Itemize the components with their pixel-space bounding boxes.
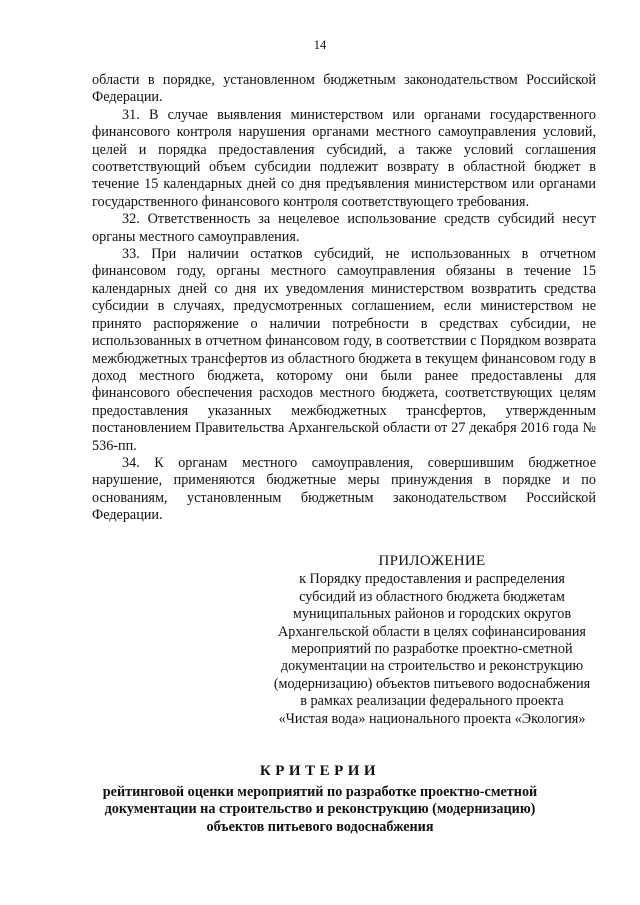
body-text (92, 72, 596, 525)
appendix-block (256, 553, 608, 728)
appendix-line: Архангельской области в целях софинансирования (278, 623, 586, 640)
appendix-line: субсидий из областного бюджета бюджетам (299, 588, 565, 605)
appendix-line: «Чистая вода» национального проекта «Экология» (278, 710, 586, 727)
page-number: 14 (313, 38, 327, 52)
appendix-line: в рамках реализации федерального проекта (300, 693, 564, 710)
paragraph-continuation: области в порядке, установленном бюджетным законодательством Российской Федерации. (92, 72, 596, 106)
paragraph-33: 33. При наличии остатков субсидий, не использованных в отчетном финансовом году, органы местного самоуправления обязаны в течение 15 календарных дней со дня их уведомления министерством возвратить средства субсидии в случаях, предусмотренных соглашением, если министерством не принято распоряжение о наличии потребности в средствах субсидии, не использованных в отчетном финансовом году, в соответствии с Порядком возврата межбюджетных трансфертов из областного бюджета в текущем финансовом году в доход местного бюджета, которому они были ранее предоставлены для финансового обеспечения расходов местного бюджета, соответствующих целям предоставления указанных межбюджетных трансфертов, утвержденным постановлением Правительства Архангельской области от 27 декабря 2016 года № 536-пп. (92, 246, 596, 454)
criteria-subtitle-line: рейтинговой оценки мероприятий по разработке проектно-сметной (102, 784, 538, 800)
criteria-subtitle-line: объектов питьевого водоснабжения (206, 818, 434, 835)
criteria-heading (80, 763, 560, 836)
paragraph-31: 31. В случае выявления министерством или органами государственного финансового контроля нарушения органами местного самоуправления условий, целей и порядка предоставления субсидий, а также условий соглашения соответствующий объем субсидии подлежит возврату в областной бюджет в течение 15 календарных дней со дня предъявления министерством или органами государственного финансового контроля соответствующего требования. (92, 106, 596, 210)
paragraph-34: 34. К органам местного самоуправления, совершившим бюджетное нарушение, применяются бюджетные меры принуждения в порядке и по основаниям, установленным бюджетным законодательством Российской Федерации. (92, 454, 596, 524)
appendix-line: муниципальных районов и городских округов (292, 606, 572, 623)
criteria-title: КРИТЕРИИ (259, 763, 381, 779)
appendix-line: мероприятий по разработке проектно-сметной (291, 641, 573, 658)
appendix-title: ПРИЛОЖЕНИЕ (378, 553, 486, 569)
criteria-subtitle-line: документации на строительство и реконструкцию (модернизацию) (104, 801, 536, 818)
paragraph-32: 32. Ответственность за нецелевое использование средств субсидий несут органы местного самоуправления. (92, 211, 596, 245)
appendix-line: к Порядку предоставления и распределения (299, 571, 565, 588)
appendix-line: (модернизацию) объектов питьевого водоснабжения (273, 675, 591, 692)
appendix-line: документации на строительство и реконструкцию (280, 658, 584, 675)
